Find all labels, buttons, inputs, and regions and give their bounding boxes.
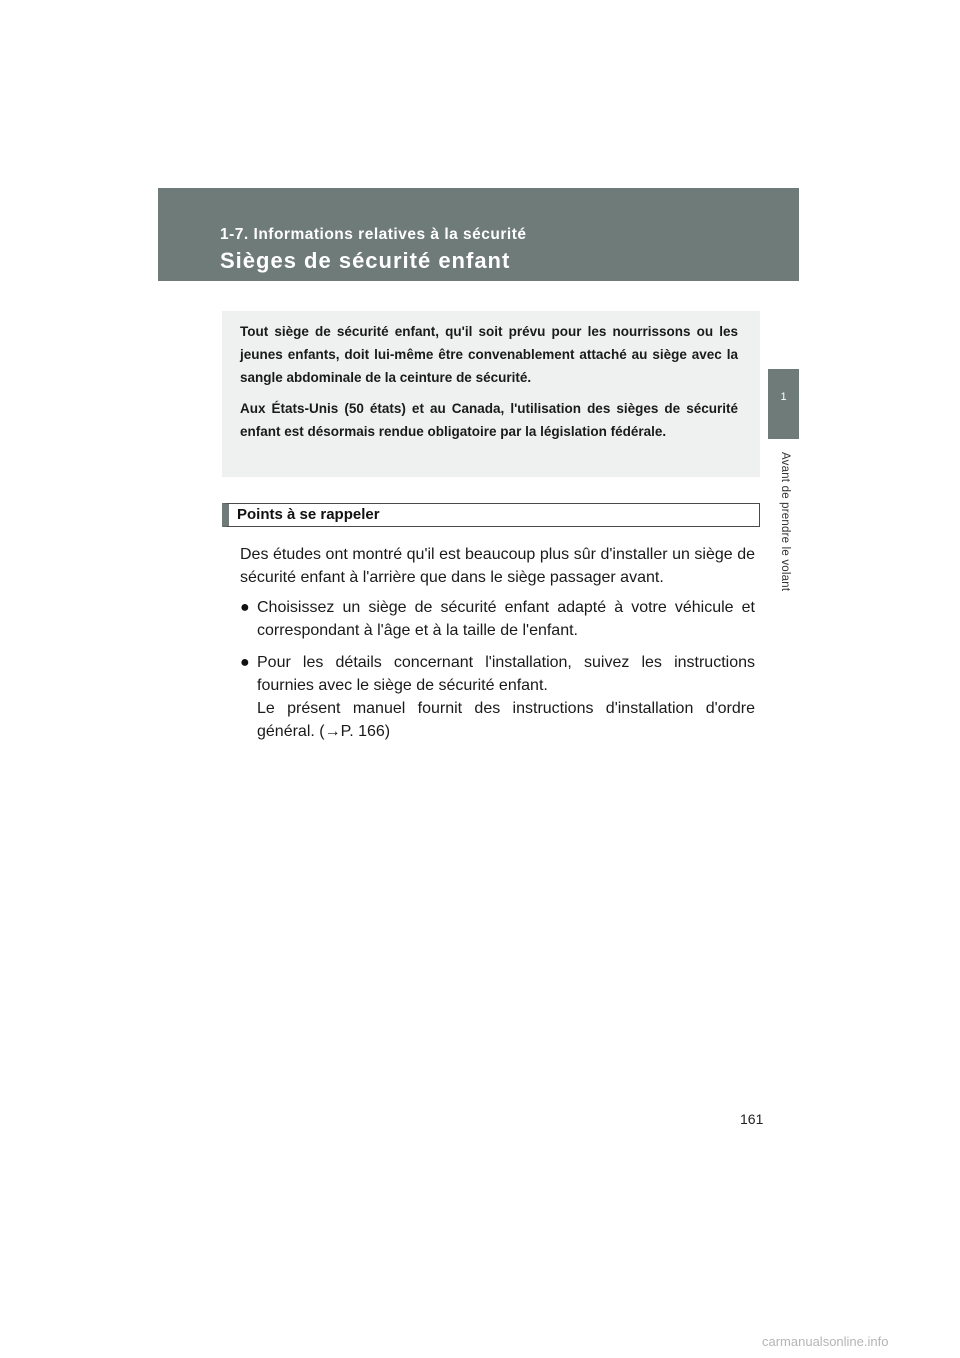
header-band (158, 188, 799, 281)
page-number: 161 (740, 1111, 764, 1127)
bullet-icon: ● (240, 599, 250, 616)
list-item-line: Choisissez un siège de sécurité enfant adapté à votre véhicule et (257, 599, 755, 616)
page-title: Sièges de sécurité enfant (220, 248, 511, 273)
list-item-line: correspondant à l'âge et à la taille de l'enfant. (257, 622, 578, 639)
chapter-number: 1 (780, 391, 787, 403)
list-item-line: Le présent manuel fournit des instructions d'installation d'ordre (257, 700, 755, 717)
intro-paragraph: Tout siège de sécurité enfant, qu'il soit prévu pour les nourrissons ou les jeunes enfants, doit lui-même être convenablement attaché au siège avec la sangle abdominale de la ceinture de sécurité. (240, 324, 738, 385)
bullet-icon: ● (240, 654, 250, 671)
list-item (240, 596, 755, 642)
section-label: 1-7. Informations relatives à la sécurité (220, 226, 527, 243)
list-item-line: fournies avec le siège de sécurité enfant. (257, 677, 548, 694)
list-item-line: Pour les détails concernant l'installation, suivez les instructions (257, 654, 755, 671)
section-heading (222, 503, 760, 527)
chapter-tab (768, 369, 799, 439)
cross-reference-link[interactable]: général. (→P. 166) (257, 723, 391, 740)
chapter-label: Avant de prendre le volant (779, 452, 791, 592)
intro-paragraph: Aux États-Unis (50 états) et au Canada, l'utilisation des sièges de sécurité enfant est désormais rendue obligatoire par la législation fédérale. (240, 401, 738, 439)
body-paragraph: Des études ont montré qu'il est beaucoup plus sûr d'installer un siège de sécurité enfant à l'arrière que dans le siège passager avant. (240, 546, 755, 586)
list-item (240, 651, 755, 743)
list-item-text (257, 596, 755, 642)
list-item-text (257, 651, 755, 743)
intro-box (222, 311, 760, 477)
watermark: carmanualsonline.info (762, 1334, 889, 1349)
section-heading-text: Points à se rappeler (237, 506, 380, 523)
